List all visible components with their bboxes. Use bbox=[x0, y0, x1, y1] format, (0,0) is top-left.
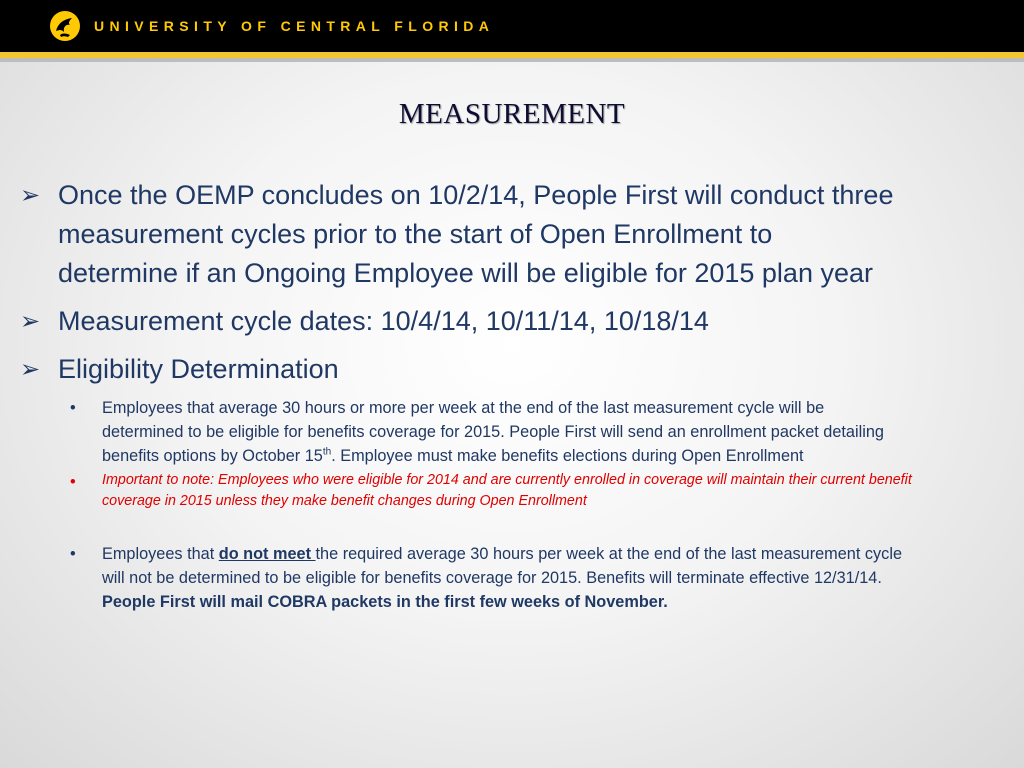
bullet-line: measurement cycles prior to the start of Open Enrollment to bbox=[58, 219, 773, 249]
bullet-text: Measurement cycle dates: 10/4/14, 10/11/14, 10/18/14 bbox=[58, 306, 709, 336]
sub-bullet-line bbox=[102, 444, 1002, 468]
arrow-bullet-icon: ➢ bbox=[20, 308, 41, 335]
bullet-text bbox=[58, 176, 998, 293]
arrow-bullet-icon: ➢ bbox=[20, 356, 41, 383]
sub-bullet-line: coverage in 2015 unless they make benefit changes during Open Enrollment bbox=[102, 493, 587, 509]
emphasis-do-not-meet: do not meet bbox=[218, 545, 316, 563]
line-end: . Employee must make benefits elections during Open Enrollment bbox=[331, 447, 804, 465]
line-end: the required average 30 hours per week at the end of the last measurement cycle bbox=[315, 545, 902, 563]
arrow-bullet-icon: ➢ bbox=[20, 182, 41, 209]
slide-title: MEASUREMENT bbox=[398, 98, 626, 130]
sub-bullet-marker: • bbox=[70, 399, 76, 417]
bullet-text: Eligibility Determination bbox=[58, 354, 339, 384]
sub-bullet-line: determined to be eligible for benefits coverage for 2015. People First will send an enrollment packet detailing bbox=[102, 423, 884, 441]
bullet-line: Once the OEMP concludes on 10/2/14, People First will conduct three bbox=[58, 180, 894, 210]
cobra-notice: People First will mail COBRA packets in the first few weeks of November. bbox=[102, 593, 668, 611]
university-name: UNIVERSITY OF CENTRAL FLORIDA bbox=[94, 18, 495, 34]
sub-bullet-marker: • bbox=[70, 473, 76, 491]
sub-bullet-line bbox=[102, 542, 1002, 566]
sub-bullet-line: will not be determined to be eligible for benefits coverage for 2015. Benefits will terminate effective 12/31/14. bbox=[102, 569, 882, 587]
important-note bbox=[102, 470, 1002, 512]
superscript: th bbox=[322, 446, 332, 458]
sub-bullet-text bbox=[102, 396, 1002, 468]
line-start: Employees that bbox=[102, 545, 219, 563]
sub-bullet-marker: • bbox=[70, 545, 76, 563]
sub-bullet-line: Important to note: Employees who were eligible for 2014 and are currently enrolled in coverage will maintain their current benefit bbox=[102, 472, 912, 488]
line-start: benefits options by October 15 bbox=[102, 447, 323, 465]
sub-bullet-text bbox=[102, 542, 1002, 614]
sub-bullet-line: Employees that average 30 hours or more per week at the end of the last measurement cycle will be bbox=[102, 399, 825, 417]
bullet-line: determine if an Ongoing Employee will be eligible for 2015 plan year bbox=[58, 258, 873, 288]
